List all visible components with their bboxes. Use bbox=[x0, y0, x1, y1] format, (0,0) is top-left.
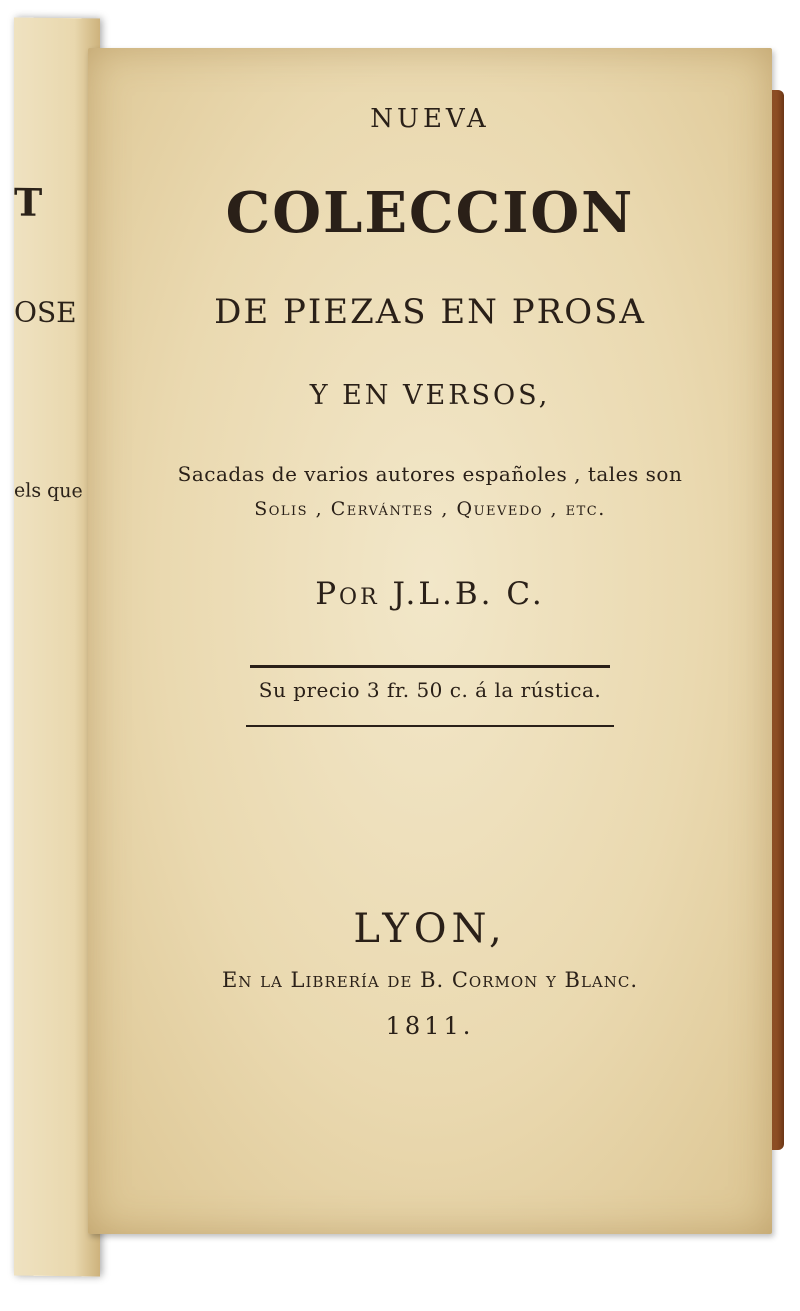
facing-page-fragment: T bbox=[14, 179, 43, 225]
rule-bottom bbox=[246, 725, 614, 727]
subtitle-prosa: DE PIEZAS EN PROSA bbox=[214, 292, 646, 332]
subtitle-versos: Y EN VERSOS, bbox=[309, 380, 551, 411]
title-line-nueva: NUEVA bbox=[370, 104, 490, 134]
publisher-line: En la Librería de B. Cormon y Blanc. bbox=[221, 968, 639, 992]
main-title: COLECCION bbox=[225, 180, 635, 246]
title-page bbox=[88, 48, 772, 1234]
facing-page-fragment: OSE bbox=[14, 295, 77, 330]
city-line: LYON, bbox=[353, 906, 507, 952]
price-line: Su precio 3 fr. 50 c. á la rústica. bbox=[258, 678, 602, 702]
author-credit: Por J.L.B. C. bbox=[315, 576, 545, 612]
rule-top bbox=[250, 665, 610, 668]
year-line: 1811. bbox=[385, 1012, 475, 1040]
description-line: Sacadas de varios autores españoles , tales son bbox=[177, 462, 683, 486]
authors-line: Solis , Cervántes , Quevedo , etc. bbox=[254, 498, 606, 520]
facing-page-fragment: els que bbox=[14, 479, 83, 503]
